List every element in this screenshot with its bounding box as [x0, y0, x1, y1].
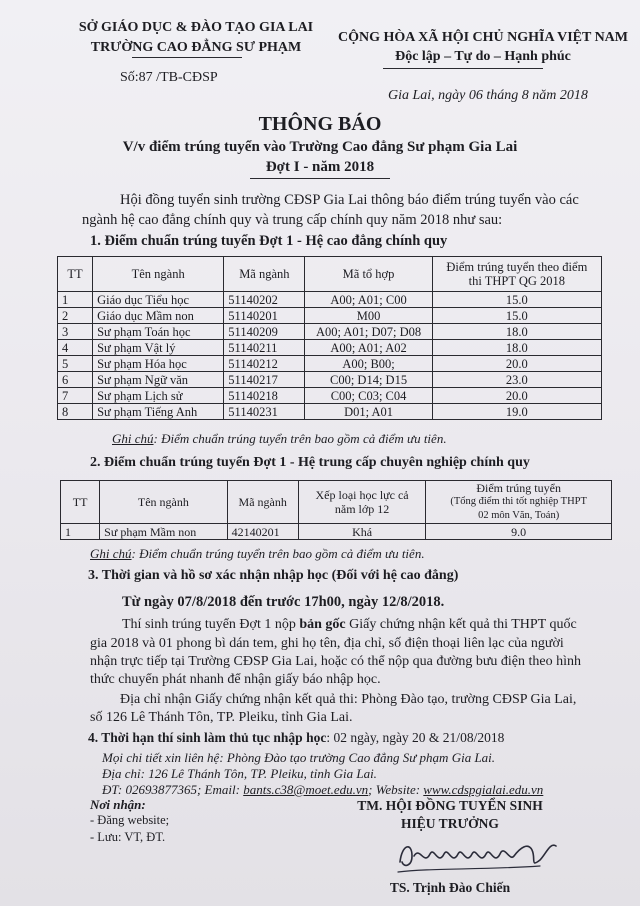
header-left-rule	[132, 57, 242, 58]
title-rule	[250, 178, 390, 179]
header-tt: TT	[58, 257, 93, 292]
cell-code: 51140218	[224, 388, 305, 404]
header-score-line-2: (Tổng điểm thi tốt nghiệp THPT	[450, 496, 587, 507]
cell-tt: 5	[58, 356, 93, 372]
signature-org: TM. HỘI ĐỒNG TUYỂN SINH	[357, 798, 543, 813]
recipient-item-archive: - Lưu: VT, ĐT.	[90, 830, 166, 844]
note-text: : Điểm chuẩn trúng tuyển trên bao gồm cả điểm ưu tiên.	[153, 431, 447, 446]
table-row	[61, 524, 612, 540]
section-4-heading-value: : 02 ngày, ngày 20 & 21/08/2018	[326, 730, 505, 745]
p1-text-a: Thí sinh trúng tuyển Đợt 1 nộp	[122, 617, 300, 632]
section-3-p1-line-3: nhận trực tiếp tại Trường CĐSP Gia Lai, hoặc có thể nộp qua đường bưu điện theo hình	[90, 654, 582, 669]
cell-name: Sư phạm Vật lý	[93, 340, 224, 356]
section-4-heading	[88, 730, 504, 746]
cell-name: Sư phạm Lịch sử	[93, 388, 224, 404]
table-row	[58, 372, 602, 388]
cell-score: 18.0	[432, 340, 601, 356]
cell-tt: 7	[58, 388, 93, 404]
table-header-row	[58, 257, 602, 292]
p1-text-c: Giấy chứng nhận kết quả thi THPT quốc	[345, 617, 577, 632]
document-subject: V/v điểm trúng tuyển vào Trường Cao đẳng Sư phạm Gia Lai	[122, 139, 518, 155]
college-score-table	[57, 256, 602, 420]
cell-code: 51140201	[224, 308, 305, 324]
cell-tt: 6	[58, 372, 93, 388]
cell-name: Giáo dục Mầm non	[93, 308, 224, 324]
cell-code: 51140209	[224, 324, 305, 340]
table-row	[58, 324, 602, 340]
header-score	[432, 257, 601, 292]
cell-score: 20.0	[432, 388, 601, 404]
cell-score: 15.0	[432, 292, 601, 308]
place-date: Gia Lai, ngày 06 tháng 8 năm 2018	[388, 88, 588, 103]
intro-line-2: ngành hệ cao đẳng chính quy và trung cấp chính quy năm 2018 như sau:	[82, 212, 503, 228]
section-3-p2-line-2: số 126 Lê Thánh Tôn, TP. Pleiku, tỉnh Gia Lai.	[90, 710, 353, 725]
section-3-time: Từ ngày 07/8/2018 đến trước 17h00, ngày 12/8/2018.	[122, 594, 445, 610]
contact-phone: ĐT: 02693877365; Email:	[102, 782, 244, 797]
cell-name: Sư phạm Tiếng Anh	[93, 404, 224, 420]
header-score-line-3: 02 môn Văn, Toán)	[478, 510, 560, 521]
cell-combo: C00; D14; D15	[305, 372, 432, 388]
table-row	[58, 404, 602, 420]
section-3-p2-line-1: Địa chỉ nhận Giấy chứng nhận kết quả thi: Phòng Đào tạo, trường CĐSP Gia Lai,	[120, 692, 577, 707]
cell-score: 18.0	[432, 324, 601, 340]
section-1-note	[112, 431, 447, 447]
cell-code: 51140212	[224, 356, 305, 372]
cell-score: 23.0	[432, 372, 601, 388]
header-level-line-1: Xếp loại học lực cả	[315, 488, 409, 502]
cell-combo: M00	[305, 308, 432, 324]
header-major-name: Tên ngành	[100, 481, 227, 524]
cell-combo: A00; A01; D07; D08	[305, 324, 432, 340]
note-label: Ghi chú	[90, 546, 132, 561]
cell-tt: 8	[58, 404, 93, 420]
table-row	[58, 292, 602, 308]
header-major-code: Mã ngành	[227, 481, 298, 524]
contact-website[interactable]: www.cdspgialai.edu.vn	[423, 782, 544, 797]
recipient-item-website: - Đăng website;	[90, 813, 170, 827]
header-level-line-2: năm lớp 12	[334, 502, 390, 516]
section-1-heading: 1. Điểm chuẩn trúng tuyển Đợt 1 - Hệ cao đẳng chính quy	[90, 233, 448, 249]
cell-name: Sư phạm Toán học	[93, 324, 224, 340]
contact-line-1: Mọi chi tiết xin liên hệ: Phòng Đào tạo trường Cao đẳng Sư phạm Gia Lai.	[102, 750, 496, 765]
section-3-heading: 3. Thời gian và hồ sơ xác nhận nhập học (Đối với hệ cao đẳng)	[88, 568, 459, 583]
table-header-row	[61, 481, 612, 524]
cell-tt: 1	[58, 292, 93, 308]
contact-email[interactable]: bants.c38@moet.edu.vn	[243, 782, 369, 797]
cell-level: Khá	[298, 524, 425, 540]
table-row	[58, 388, 602, 404]
department-name: SỞ GIÁO DỤC & ĐÀO TẠO GIA LAI	[78, 20, 314, 35]
cell-combo: C00; C03; C04	[305, 388, 432, 404]
cell-code: 42140201	[227, 524, 298, 540]
cell-name: Sư phạm Mầm non	[100, 524, 227, 540]
cell-code: 51140231	[224, 404, 305, 420]
p1-text-bold: bản gốc	[299, 617, 346, 632]
section-2-note	[90, 546, 425, 562]
header-score-line-1: Điểm trúng tuyển	[476, 481, 561, 495]
cell-code: 51140202	[224, 292, 305, 308]
document-round: Đợt I - năm 2018	[265, 159, 375, 175]
intro-line-1: Hội đồng tuyển sinh trường CĐSP Gia Lai thông báo điểm trúng tuyển vào các	[120, 192, 579, 208]
contact-website-label: ; Website:	[368, 782, 424, 797]
cell-score: 15.0	[432, 308, 601, 324]
cell-tt: 3	[58, 324, 93, 340]
header-score-line-2: thi THPT QG 2018	[468, 274, 566, 288]
table-row	[58, 308, 602, 324]
cell-name: Sư phạm Hóa học	[93, 356, 224, 372]
note-text: : Điểm chuẩn trúng tuyển trên bao gồm cả điểm ưu tiên.	[131, 546, 425, 561]
school-name: TRƯỜNG CAO ĐẲNG SƯ PHẠM	[90, 40, 302, 55]
cell-score: 19.0	[432, 404, 601, 420]
handwritten-signature	[390, 832, 570, 877]
cell-tt: 2	[58, 308, 93, 324]
cell-score: 9.0	[426, 524, 612, 540]
vocational-score-table	[60, 480, 612, 540]
cell-score: 20.0	[432, 356, 601, 372]
contact-line-2: Địa chỉ: 126 Lê Thánh Tôn, TP. Pleiku, tỉnh Gia Lai.	[102, 766, 377, 781]
cell-combo: A00; A01; A02	[305, 340, 432, 356]
section-4-heading-label: 4. Thời hạn thí sinh làm thủ tục nhập học	[88, 730, 327, 745]
cell-code: 51140217	[224, 372, 305, 388]
table-row	[58, 356, 602, 372]
cell-name: Sư phạm Ngữ văn	[93, 372, 224, 388]
note-label: Ghi chú	[112, 431, 154, 446]
cell-code: 51140211	[224, 340, 305, 356]
national-motto: Độc lập – Tự do – Hạnh phúc	[395, 49, 571, 64]
header-major-name: Tên ngành	[93, 257, 224, 292]
section-2-heading: 2. Điểm chuẩn trúng tuyển Đợt 1 - Hệ trung cấp chuyên nghiệp chính quy	[90, 455, 530, 470]
header-tt: TT	[61, 481, 100, 524]
header-right-rule	[383, 68, 543, 69]
cell-tt: 4	[58, 340, 93, 356]
cell-combo: A00; B00;	[305, 356, 432, 372]
header-score	[426, 481, 612, 524]
header-combination: Mã tổ hợp	[305, 257, 432, 292]
header-score-line-1: Điểm trúng tuyển theo điểm	[446, 260, 588, 274]
section-3-p1-line-1	[122, 617, 577, 633]
cell-combo: A00; A01; C00	[305, 292, 432, 308]
header-academic-level	[298, 481, 425, 524]
section-3-p1-line-4: thức chuyển phát nhanh để nhận giấy báo nhập học.	[90, 672, 381, 687]
signer-name: TS. Trịnh Đào Chiến	[389, 880, 511, 895]
table-row	[58, 340, 602, 356]
contact-line-3	[102, 782, 543, 798]
national-title: CỘNG HÒA XÃ HỘI CHỦ NGHĨA VIỆT NAM	[337, 30, 628, 45]
cell-tt: 1	[61, 524, 100, 540]
cell-combo: D01; A01	[305, 404, 432, 420]
cell-name: Giáo dục Tiểu học	[93, 292, 224, 308]
signature-role: HIỆU TRƯỞNG	[401, 816, 499, 831]
recipients-label: Nơi nhận:	[90, 797, 146, 812]
header-major-code: Mã ngành	[224, 257, 305, 292]
section-3-p1-line-2: gia 2018 và 01 phong bì dán tem, ghi họ tên, địa chỉ, số điện thoại liên lạc của người	[90, 636, 564, 651]
document-title: THÔNG BÁO	[258, 113, 382, 135]
document-number: Số:87 /TB-CĐSP	[120, 70, 218, 85]
